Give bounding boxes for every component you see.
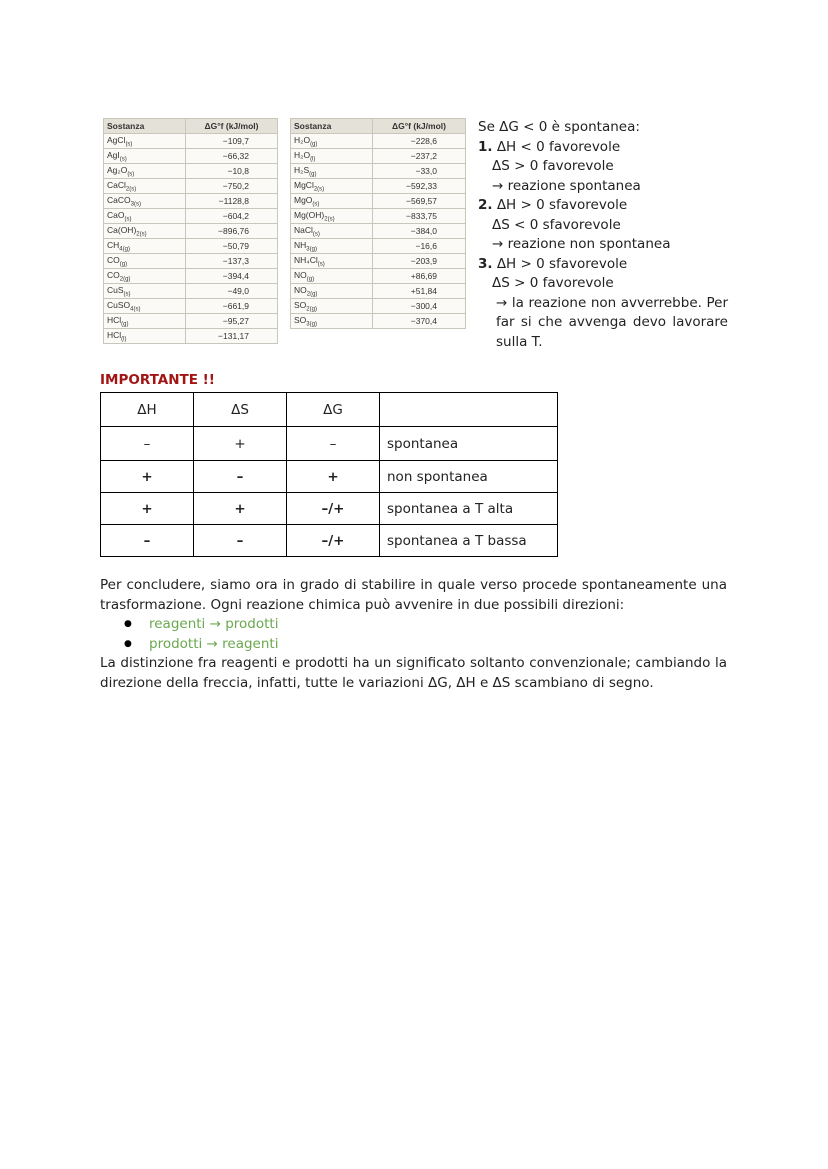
gibbs-table-left (103, 118, 278, 344)
table-row (104, 314, 278, 329)
dg-value: −237,2 (373, 149, 466, 164)
sign-cell: – (287, 427, 380, 461)
substance: $Ca(OH)_{2(s)}$ (104, 224, 186, 239)
case-text: ΔH < 0 favorevole (492, 138, 621, 155)
dg-value: −300,4 (373, 299, 466, 314)
substance: $Ag_2O_{(s)}$ (104, 164, 186, 179)
result-cell: non spontanea (380, 461, 558, 493)
table-row (291, 284, 466, 299)
case-text: ΔH > 0 sfavorevole (492, 255, 628, 272)
substance: $NO_{2(g)}$ (291, 284, 373, 299)
case-2 (478, 196, 728, 216)
table-row (291, 224, 466, 239)
sign-cell: + (287, 461, 380, 493)
substance: $CO_{2(g)}$ (104, 269, 186, 284)
dg-value: −592,33 (373, 179, 466, 194)
substance: CaO$_{(s)}$ (104, 209, 186, 224)
table-row (101, 461, 558, 493)
table-row (291, 299, 466, 314)
header-substance: Sostanza (104, 119, 186, 134)
table-row (291, 164, 466, 179)
table-row (291, 254, 466, 269)
sign-cell: + (194, 427, 287, 461)
case-1 (478, 138, 728, 158)
table-row (291, 134, 466, 149)
summary-table (100, 392, 558, 557)
table-row (291, 209, 466, 224)
spontaneity-notes (478, 118, 728, 352)
table-row (104, 329, 278, 344)
header-dh: ΔH (101, 393, 194, 427)
table-row (101, 493, 558, 525)
list-item: ● prodotti → reagenti (124, 635, 727, 655)
substance: CaCl$_{2(s)}$ (104, 179, 186, 194)
header-dg: ΔG°f (kJ/mol) (373, 119, 466, 134)
table-row (291, 194, 466, 209)
header-dg: ΔG (287, 393, 380, 427)
table-row (104, 134, 278, 149)
table-row (104, 239, 278, 254)
dg-value: −384,0 (373, 224, 466, 239)
dg-value: −569,57 (373, 194, 466, 209)
table-row (104, 149, 278, 164)
substance: $H_2O_{(g)}$ (291, 134, 373, 149)
substance: $SO_{3(g)}$ (291, 314, 373, 329)
sign-cell: – (101, 525, 194, 557)
dg-value: −661,9 (186, 299, 278, 314)
conclusion (100, 576, 727, 693)
substance: CuS$_{(s)}$ (104, 284, 186, 299)
substance: MgO$_{(s)}$ (291, 194, 373, 209)
substance: $NH_{3(g)}$ (291, 239, 373, 254)
table-row (291, 269, 466, 284)
case-text: ΔS > 0 favorevole (492, 158, 614, 174)
substance: CaCO$_{3(s)}$ (104, 194, 186, 209)
substance: $NO_{(g)}$ (291, 269, 373, 284)
substance: $H_2O_{(l)}$ (291, 149, 373, 164)
sign-cell: – (101, 427, 194, 461)
case-result: → reazione non spontanea (492, 236, 671, 252)
sign-cell: –/+ (287, 493, 380, 525)
substance: AgI$_{(s)}$ (104, 149, 186, 164)
dg-value: −109,7 (186, 134, 278, 149)
case-number: 2. (478, 197, 493, 213)
conclusion-paragraph-2: La distinzione fra reagenti e prodotti ha un significato soltanto convenzionale; cambiando la direzione della freccia, infatti, tutte le variazioni ΔG, ΔH e ΔS scambiano di segno. (100, 655, 727, 691)
table-row (104, 164, 278, 179)
conclusion-paragraph-1: Per concludere, siamo ora in grado di stabilire in quale verso procede spontaneamente una trasformazione. Ogni reazione chimica può avvenire in due possibili direzioni: (100, 577, 727, 613)
dg-value: −95,27 (186, 314, 278, 329)
table-row (104, 224, 278, 239)
table-row (101, 525, 558, 557)
table-row (104, 194, 278, 209)
dg-value: −49,0 (186, 284, 278, 299)
dg-value: −833,75 (373, 209, 466, 224)
dg-value: −10,8 (186, 164, 278, 179)
substance: HCl$_{(l)}$ (104, 329, 186, 344)
list-item: ● reagenti → prodotti (124, 615, 727, 635)
gibbs-table-right (290, 118, 466, 329)
result-cell: spontanea a T bassa (380, 525, 558, 557)
case-text: ΔH > 0 sfavorevole (492, 197, 628, 213)
dg-value: −604,2 (186, 209, 278, 224)
dg-value: −1128,8 (186, 194, 278, 209)
substance: AgCl$_{(s)}$ (104, 134, 186, 149)
sign-cell: + (101, 461, 194, 493)
header-result (380, 393, 558, 427)
table-row (101, 427, 558, 461)
sign-cell: – (194, 461, 287, 493)
substance: MgCl$_{2(s)}$ (291, 179, 373, 194)
notes-intro: Se ΔG < 0 è spontanea: (478, 119, 640, 135)
case-3 (478, 255, 728, 275)
dg-value: +86,69 (373, 269, 466, 284)
table-row (104, 179, 278, 194)
dg-value: −750,2 (186, 179, 278, 194)
dg-value: +51,84 (373, 284, 466, 299)
substance: $H_2S_{(g)}$ (291, 164, 373, 179)
dg-value: −16,6 (373, 239, 466, 254)
substance: $NH_4Cl_{(s)}$ (291, 254, 373, 269)
table-row (104, 299, 278, 314)
dg-value: −370,4 (373, 314, 466, 329)
table-row (291, 149, 466, 164)
dg-value: −50,79 (186, 239, 278, 254)
case-text: ΔS > 0 favorevole (492, 275, 614, 291)
table-row (291, 179, 466, 194)
dg-value: −394,4 (186, 269, 278, 284)
substance: NaCl$_{(s)}$ (291, 224, 373, 239)
substance: $Mg(OH)_{2(s)}$ (291, 209, 373, 224)
case-text: ΔS < 0 sfavorevole (492, 216, 621, 233)
dg-value: −137,3 (186, 254, 278, 269)
result-cell: spontanea a T alta (380, 493, 558, 525)
direction-list (100, 615, 727, 654)
header-ds: ΔS (194, 393, 287, 427)
table-row (291, 314, 466, 329)
table-row (104, 209, 278, 224)
sign-cell: – (194, 525, 287, 557)
table-row (291, 239, 466, 254)
case-result: → reazione spontanea (492, 177, 641, 194)
header-substance: Sostanza (291, 119, 373, 134)
dg-value: −66,32 (186, 149, 278, 164)
sign-cell: + (101, 493, 194, 525)
dg-value: −228,6 (373, 134, 466, 149)
substance: $CH_{4(g)}$ (104, 239, 186, 254)
dg-value: −896,76 (186, 224, 278, 239)
substance: $SO_{2(g)}$ (291, 299, 373, 314)
table-row (104, 269, 278, 284)
header-dg: ΔG°f (kJ/mol) (186, 119, 278, 134)
sign-cell: –/+ (287, 525, 380, 557)
substance: HCl$_{(g)}$ (104, 314, 186, 329)
sign-cell: + (194, 493, 287, 525)
case-number: 3. (478, 255, 493, 272)
important-heading: IMPORTANTE !! (100, 372, 215, 388)
table-row (104, 254, 278, 269)
dg-value: −203,9 (373, 254, 466, 269)
substance: CuSO$_{4(s)}$ (104, 299, 186, 314)
result-cell: spontanea (380, 427, 558, 461)
dg-value: −33,0 (373, 164, 466, 179)
substance: $CO_{(g)}$ (104, 254, 186, 269)
case-result: → la reazione non avverrebbe. Per far si che avvenga devo lavorare sulla T. (496, 294, 728, 350)
table-row (104, 284, 278, 299)
case-number: 1. (478, 138, 493, 155)
table-header-row (101, 393, 558, 427)
dg-value: −131,17 (186, 329, 278, 344)
